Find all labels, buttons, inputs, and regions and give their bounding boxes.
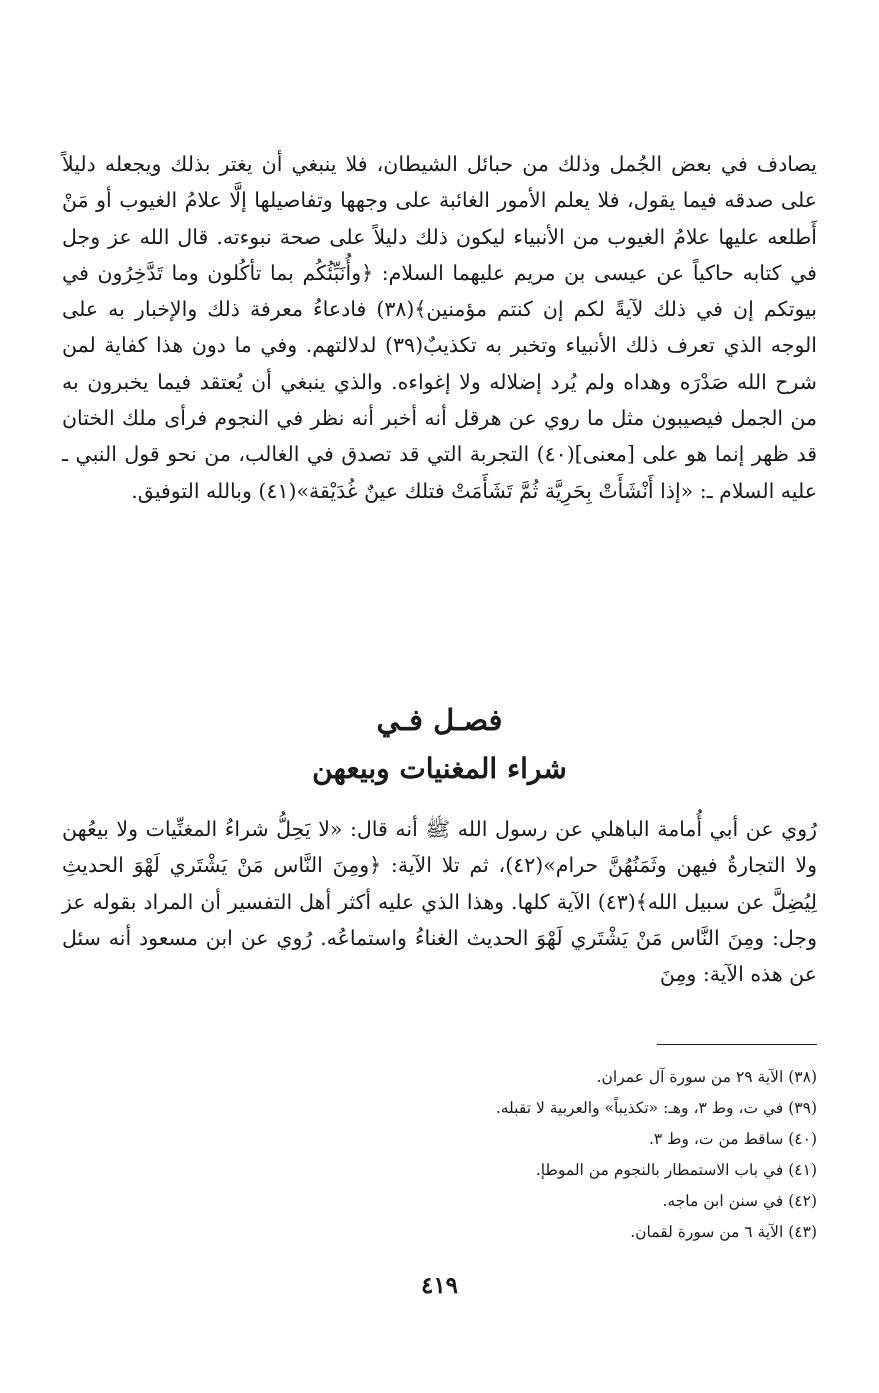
footnote-40: (٤٠) ساقط من ت، وط ٣.	[648, 1130, 817, 1148]
page-number: ٤١٩	[420, 1272, 459, 1299]
footnotes-list	[317, 1062, 817, 1248]
footnote-42: (٤٢) في سنن ابن ماجه.	[662, 1192, 817, 1210]
footnote-39: (٣٩) في ت، وط ٣، وهـ: «تكذيباً» والعربية لا تقبله.	[495, 1099, 817, 1117]
footnote-41: (٤١) في باب الاستمطار بالنجوم من الموطإ.	[535, 1161, 817, 1179]
footnote-38: (٣٨) الآية ٢٩ من سورة آل عمران.	[596, 1068, 817, 1086]
body-paragraph-continued: يصادف في بعض الجُمل وذلك من حبائل الشيطان، فلا ينبغي أن يغتر بذلك ويجعله دليلاً على صدقه فيما يقول، فلا يعلم الأمور الغائبة على وجهها وتفاصيلها إلَّا علامُ الغيوب أو مَنْ أَطلعه عليها علامُ الغيوب من الأنبياء ليكون ذلك دليلاً على صحة نبوءته. قال الله عز وجل في كتابه حاكياً عن عيسى بن مريم عليهما السلام: ﴿وأُنَبِّئُكُم بما تأكُلون وما تَدَّخِرُون في بيوتكم إن في ذلك لآيةً لكم إن كنتم مؤمنين﴾(٣٨) فادعاءُ معرفة ذلك والإخبار به على الوجه الذي تعرف ذلك الأنبياء وتخبر به تكذيبٌ(٣٩) لدلالتهم. وفي ما دون هذا كفاية لمن شرح الله صَدْرَه وهداه ولم يُرد إضلاله ولا إغواءه. والذي ينبغي أن يُعتقد فيما يخبرون به من الجمل فيصيبون مثل ما روي عن هرقل أنه أخبر أنه نظر في النجوم فرأى ملك الختان قد ظهر إنما هو على [معنى](٤٠) التجربة التي قد تصدق في الغالب، من نحو قول النبي ـ عليه السلام ـ: «إذا أَنْشَأَتْ بِحَرِيَّة ثُمَّ تَشَأَمَتْ فتلك عينٌ غُدَيْقة»(٤١) وبالله التوفيق.	[62, 152, 818, 503]
section-heading-fasl: فصـل فـي	[376, 703, 503, 737]
body-paragraph-section: رُوي عن أبي أُمامة الباهلي عن رسول الله ﷺ أنه قال: «لا يَحِلُّ شراءُ المغنِّيات ولا بيعُهن ولا التجارةُ فيهن وثَمَنُهُنَّ حرام»(٤٢)، ثم تلا الآية: ﴿ومِنَ النَّاس مَنْ يَشْتَري لَهْوَ الحديثِ لِيُضِلَّ عن سبيل الله﴾(٤٣) الآية كلها. وهذا الذي عليه أكثر أهل التفسير أن المراد بقوله عز وجل: ومِنَ النَّاس مَنْ يَشْتَري لَهْوَ الحديث الغناءُ واستماعُه. رُوي عن ابن مسعود أنه سئل عن هذه الآية: ومِنَ	[62, 817, 817, 987]
footnote-43: (٤٣) الآية ٦ من سورة لقمان.	[630, 1223, 817, 1241]
section-heading-title: شراء المغنيات وبيعهن	[312, 752, 567, 785]
footnote-divider	[657, 1044, 817, 1045]
